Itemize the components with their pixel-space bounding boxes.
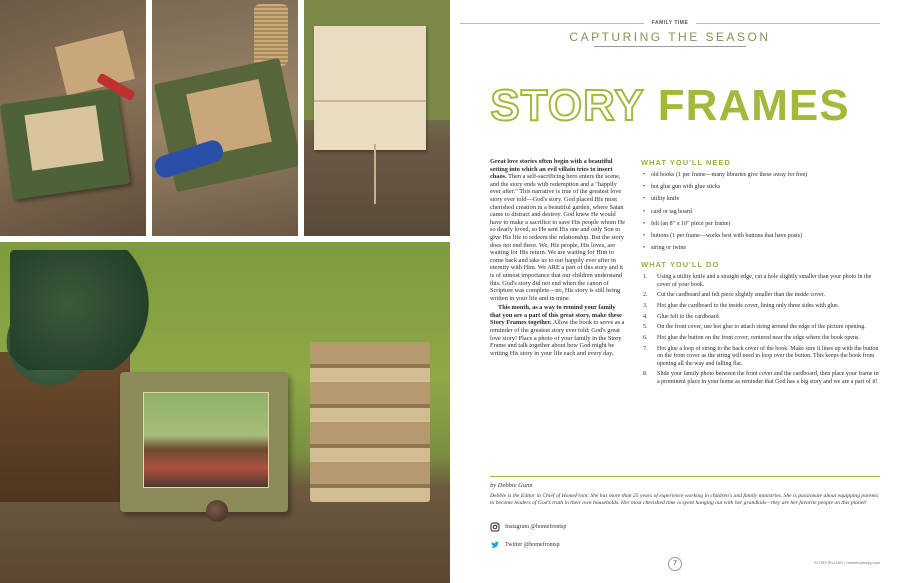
story-lead: Great love stories often begin with a beautiful setting into which an evil villain tries to insert chaos. <box>490 158 613 181</box>
twitter-icon <box>490 540 500 550</box>
page-footer: STORYTELLING | homefrontmag.com <box>814 561 880 565</box>
step-text: Slide your family photo between the front cover and the cardboard, then place your frame in a prominent place in your home as reminder that God has a big story and we are a part of it! <box>657 371 879 385</box>
list-item: • hot glue gun with glue sticks <box>641 184 880 191</box>
list-item: • string or twine <box>641 245 880 252</box>
step-item <box>641 303 880 310</box>
step-number: 2. <box>643 292 648 299</box>
steps-list <box>641 274 880 386</box>
author-byline: by Debbie Gunn <box>490 482 533 489</box>
list-item: • buttons (1 per frame—works best with buttons that have posts) <box>641 233 880 240</box>
kicker-label: FAMILY TIME <box>651 20 689 26</box>
instagram-icon <box>490 522 500 532</box>
author-bio: Debbie is the Editor in Chief of HomeFront. She has more than 25 years of experience working in children's and family ministries. She is passionate about equipping parents to become leaders of God's truth in their own households. Her most cherished time is spent hanging out with her grandkids—they are her favorite people on this planet! <box>490 493 878 506</box>
string-loop <box>374 144 376 204</box>
photo-gluing-string <box>152 0 298 236</box>
photo-open-book-back <box>304 0 450 236</box>
story-cta: This month, as a way to remind your family that you are a part of this great story, make these Story Frames together. <box>490 304 622 327</box>
step-text: Hot glue a loop of string to the back cover of the book. Make sure it lines up with the button on the front cover as the string will need to loop over the button. This keeps the book from opening all the way and falling flat. <box>657 345 879 367</box>
story-text-1: Then a self-sacrificing hero enters the scene, and the story ends with redemption and a "happily ever after." This narrative is true of the greatest love story ever told—God's story. God placed His most cherished creation in a beautiful garden, where Satan came to distract and destroy. God knew He would have to make a sacrifice to save His people whom He so dearly loved, so He sent His one and only Son to give His life to redeem the relationship. But the story does not end there. We, His people, His loves, are waiting for His return. We are waiting for Him to come back and take us to our happily ever after in eternity with Him. We ARE a part of this story and it is of utmost importance that our children understand this. God's story did not end when the canon of Scripture was complete—no, His story is still being written in your life and in mine. <box>490 173 625 302</box>
needs-list <box>641 172 880 252</box>
step-text: On the front cover, use hot glue to attach string around the edge of the picture opening. <box>657 324 866 331</box>
step-number: 6. <box>643 335 648 342</box>
needs-heading: WHAT YOU'LL NEED <box>641 158 731 167</box>
succulent <box>10 250 160 370</box>
step-number: 7. <box>643 345 648 352</box>
divider <box>490 476 880 477</box>
list-item: • old books (1 per frame—many libraries give these away for free) <box>641 172 880 179</box>
step-item <box>641 314 880 321</box>
open-book <box>314 26 426 150</box>
step-text: Glue felt to the cardboard. <box>657 313 721 320</box>
list-item: • utility knife <box>641 196 880 203</box>
step-number: 8. <box>643 371 648 378</box>
step-item <box>641 292 880 299</box>
step-number: 3. <box>643 302 648 309</box>
headline-word-2: FRAMES <box>657 81 850 130</box>
story-text-2: Allow the book to serve as a reminder of the greatest story ever told: God's great love story! Place a photo of your family in the Story Frame and talk together about how God might be writing His story in your life each and every day. <box>490 319 625 357</box>
twitter-label: Twitter @homefrontsp <box>505 542 560 548</box>
page-number: 7 <box>668 557 682 571</box>
story-paragraph-2 <box>490 304 626 357</box>
step-item <box>641 335 880 342</box>
headline <box>460 80 880 132</box>
step-text: Using a utility knife and a straight edge, cut a hole slightly smaller than your photo in the cover of your book. <box>657 274 872 288</box>
step-item <box>641 346 880 368</box>
step-item <box>641 371 880 386</box>
story-paragraph-1 <box>490 158 626 302</box>
list-item: • felt (an 8" x 10" piece per frame) <box>641 221 880 228</box>
step-item <box>641 274 880 289</box>
section-rule <box>594 46 746 47</box>
cut-window <box>24 105 103 170</box>
section-title: CAPTURING THE SEASON <box>569 30 771 44</box>
twitter-handle[interactable] <box>490 540 560 550</box>
step-number: 4. <box>643 313 648 320</box>
twine-spool <box>254 4 288 66</box>
step-text: Hot glue the button on the front cover, centered near the edge where the book opens. <box>657 335 860 342</box>
frame-button <box>206 500 228 522</box>
book-fold <box>314 100 426 102</box>
stacked-books <box>310 342 430 502</box>
photo-cutting-book-cover <box>0 0 146 236</box>
headline-word-1: STORY <box>490 81 645 130</box>
story-body <box>490 158 626 359</box>
section-kicker <box>460 20 880 26</box>
step-text: Cut the cardboard and felt piece slightly smaller than the inside cover. <box>657 292 825 299</box>
instructions-column <box>641 158 880 389</box>
step-number: 5. <box>643 324 648 331</box>
step-text: Hot glue the cardboard to the inside cover, lining only three sides with glue. <box>657 302 840 309</box>
step-number: 1. <box>643 274 648 281</box>
kicker-rule-left <box>460 23 644 24</box>
step-item <box>641 324 880 331</box>
steps-heading: WHAT YOU'LL DO <box>641 260 720 270</box>
list-item: • card or tag board <box>641 209 880 216</box>
kicker-rule-right <box>696 23 880 24</box>
family-photo <box>143 392 269 488</box>
photo-finished-story-frame <box>0 242 450 583</box>
instagram-label: Instagram @homefrontsp <box>505 524 567 530</box>
instagram-handle[interactable] <box>490 522 566 532</box>
